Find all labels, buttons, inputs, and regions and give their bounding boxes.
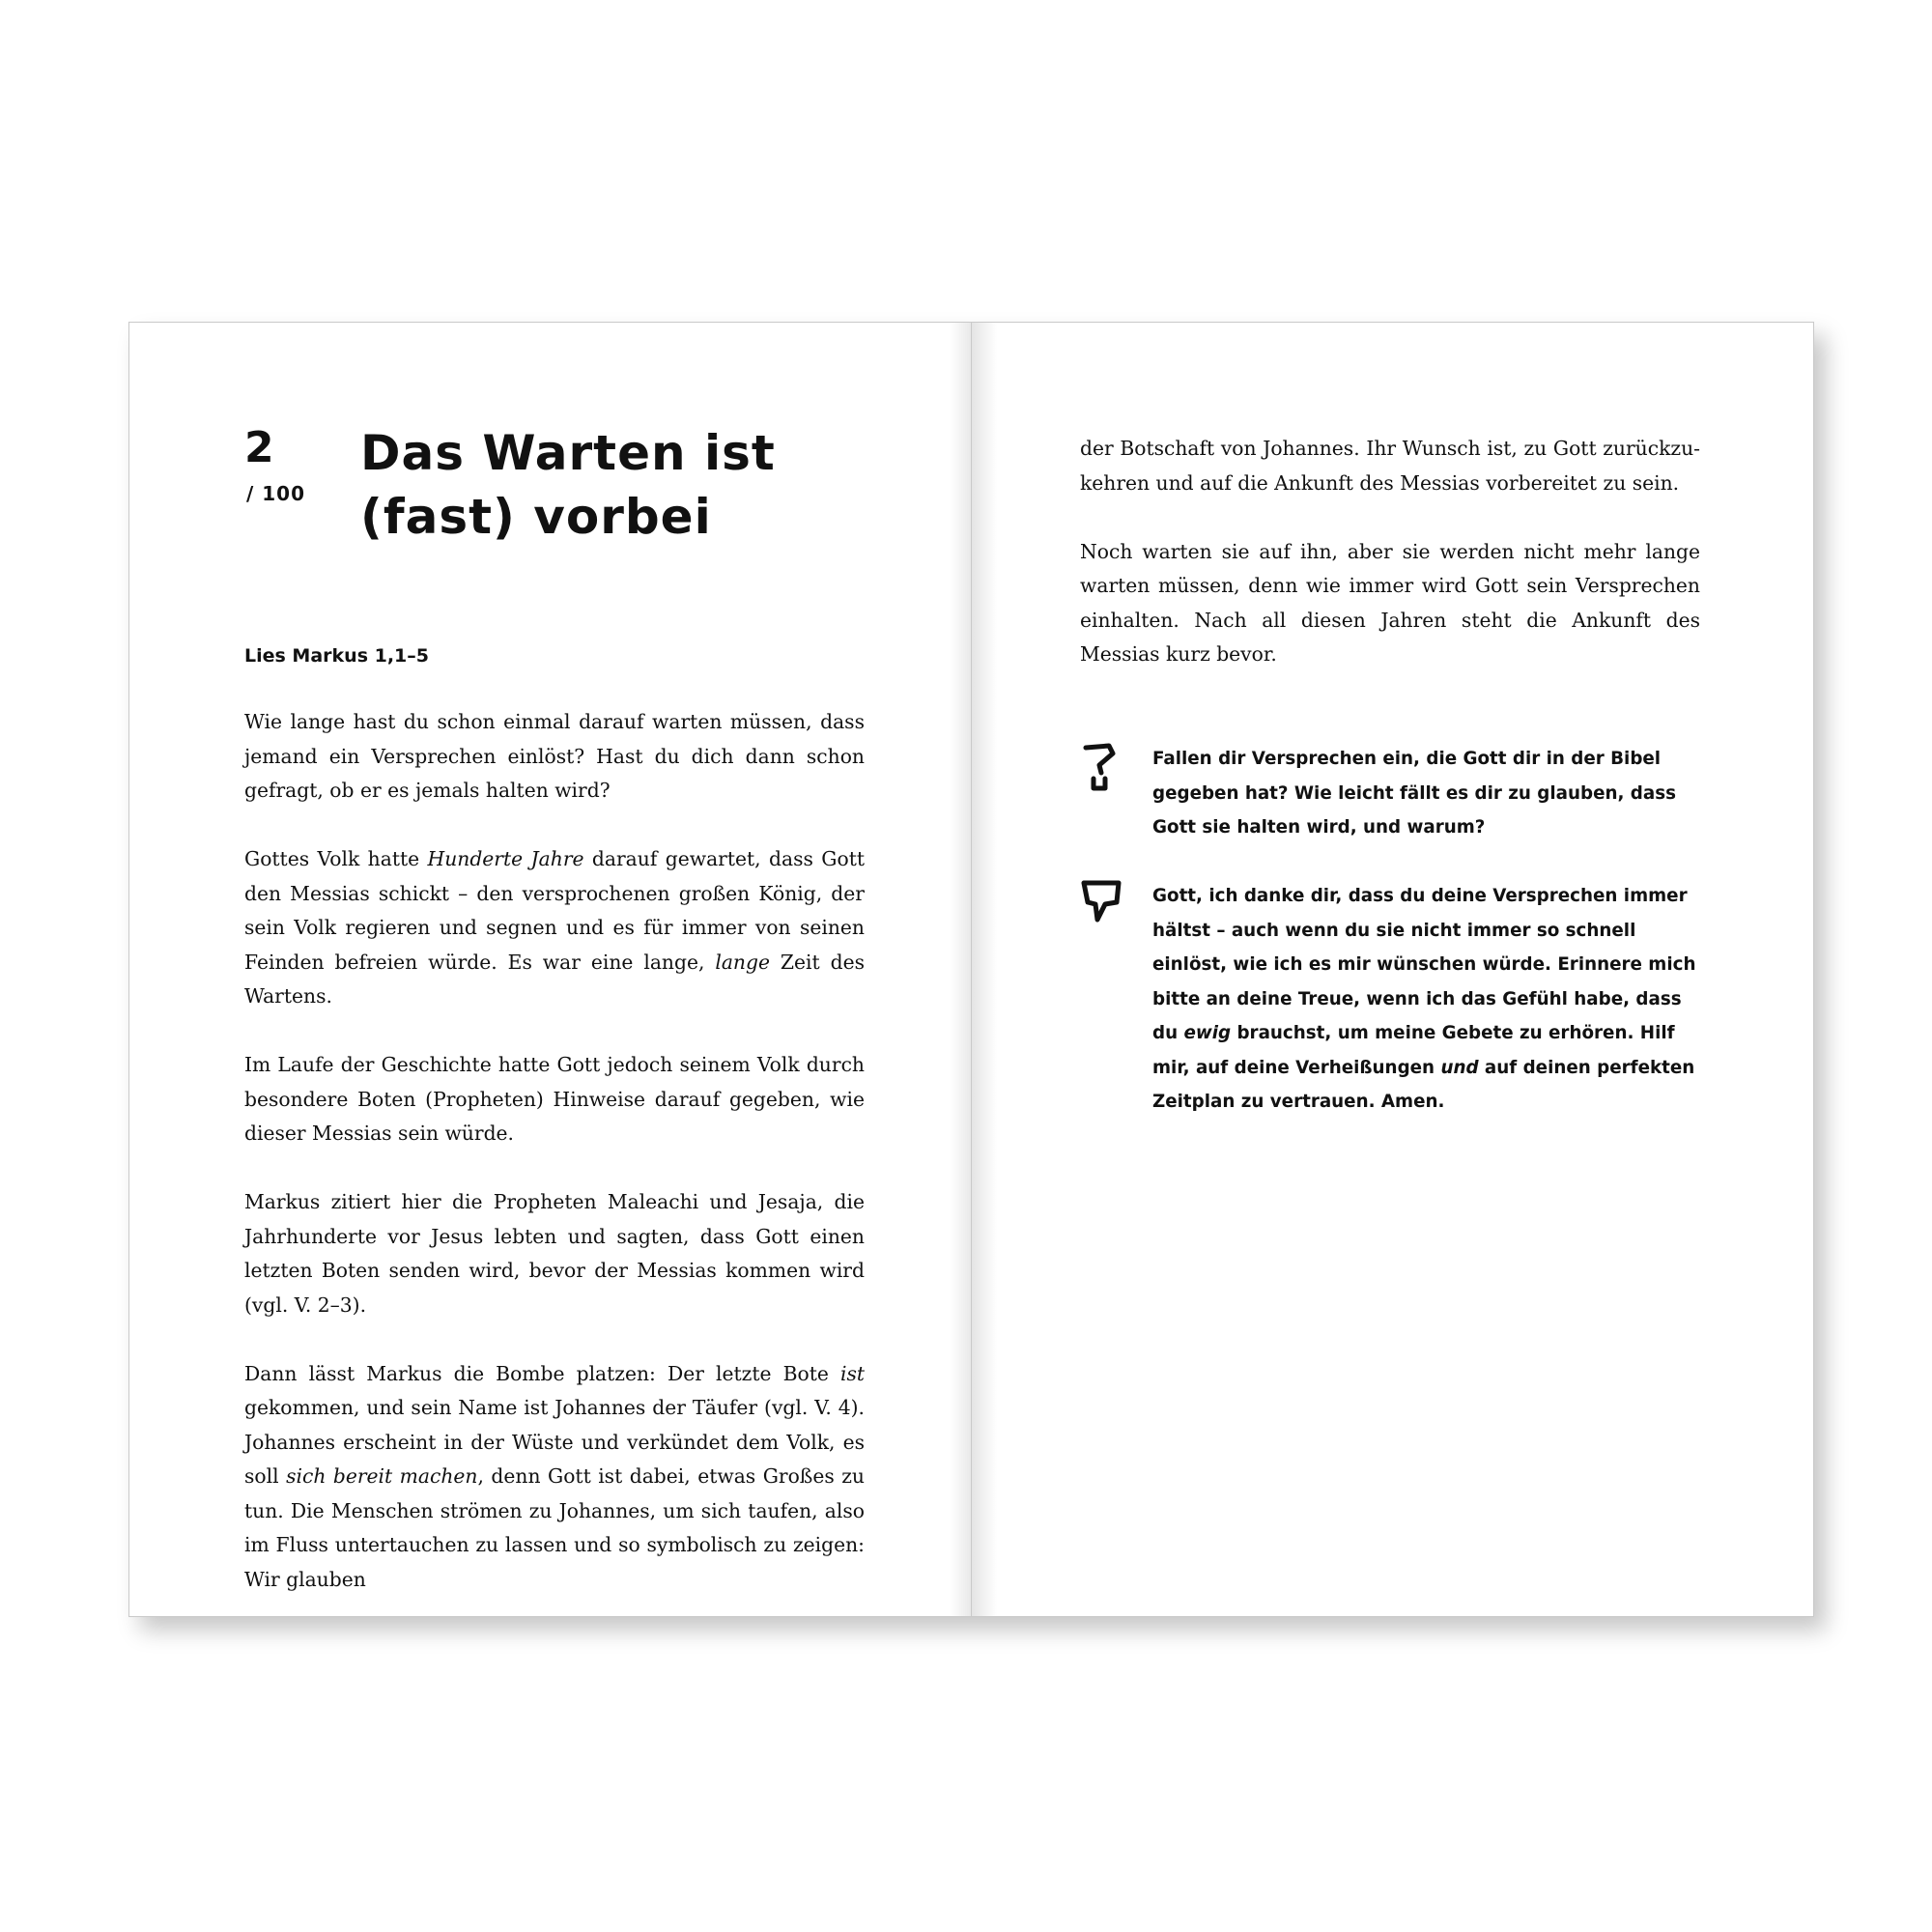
chapter-total: / 100	[246, 482, 306, 505]
emphasis: sich bereit machen	[286, 1464, 478, 1488]
emphasis: ewig	[1183, 1023, 1232, 1043]
emphasis: lange	[715, 950, 770, 974]
book-spread	[128, 322, 1814, 1617]
paragraph: Markus zitiert hier die Propheten Maleachi und Jesaja, die Jahrhunderte vor Jesus lebten und sagten, dass Gott einen letzten Boten senden wird, bevor der Messias kommen wird (vgl. V. 2–3).	[244, 1190, 865, 1317]
prayer-text: Gott, ich danke dir, dass du deine Versprechen immer hältst – auch wenn du sie nicht immer so schnell einlöst, wie ich es mir wünschen würde. Erinnere mich bitte an deine Treue, wenn ich das Gefühl habe, dass du ewig brauchst, um meine Gebete zu erhören. Hilf mir, auf deine Verheißungen und auf deinen perfekten Zeitplan zu vertrauen. Amen.	[1152, 886, 1696, 1112]
paragraph: Im Laufe der Geschichte hatte Gott jedoch seinem Volk durch besondere Boten (Propheten) Hinweise darauf gegeben, wie dieser Messias sein würde.	[244, 1053, 865, 1145]
emphasis: Hunderte Jahre	[427, 847, 584, 870]
emphasis: ist	[839, 1361, 865, 1385]
reading-reference: Lies Markus 1,1–5	[244, 645, 429, 667]
paragraph: Wie lange hast du schon einmal darauf warten müssen, dass jemand ein Versprechen einlöst? Hast du dich dann schon gefragt, ob er es jemals halten wird?	[244, 710, 865, 802]
question-mark-icon	[1080, 742, 1122, 792]
paragraph: Dann lässt Markus die Bombe platzen: Der letzte Bote ist gekommen, und sein Name ist Johannes der Täufer (vgl. V. 4). Johannes erscheint in der Wüste und verkündet dem Volk, es soll sich bereit machen, denn Gott ist dabei, etwas Großes zu tun. Die Menschen strömen zu Johannes, um sich taufen, also im Fluss untertauchen zu lassen und so symbolisch zu zeigen: Wir glauben	[244, 1361, 865, 1591]
paragraph: der Botschaft von Johannes. Ihr Wunsch ist, zu Gott zurückzukehren und auf die Ankunft des Messias vorbereitet zu sein.	[1080, 437, 1700, 495]
chapter-number: 2	[244, 423, 274, 472]
emphasis: und	[1440, 1057, 1479, 1078]
right-page	[971, 322, 1814, 1617]
left-body-text	[244, 705, 865, 1597]
paragraph: Noch warten sie auf ihn, aber sie werden nicht mehr lange warten müssen, denn wie immer wird Gott sein Versprechen einhalten. Nach all diesen Jahren steht die Ankunft des Messias kurz bevor.	[1080, 539, 1700, 666]
left-page	[128, 322, 972, 1617]
question-text: Fallen dir Versprechen ein, die Gott dir in der Bibel gegeben hat? Wie leicht fällt es dir zu glauben, dass Gott sie halten wird, und warum?	[1152, 749, 1676, 838]
speech-bubble-icon	[1080, 879, 1122, 929]
paragraph: Gottes Volk hatte Hunderte Jahre darauf gewartet, dass Gott den Messias schickt – den versprochenen großen König, der sein Volk regieren und segnen und es für immer von seinen Feinden befreien würde. Es war eine lange, lange Zeit des Wartens.	[244, 847, 865, 1008]
chapter-title: Das Warten ist (fast) vorbei	[360, 425, 776, 545]
right-body-text	[1080, 432, 1700, 706]
